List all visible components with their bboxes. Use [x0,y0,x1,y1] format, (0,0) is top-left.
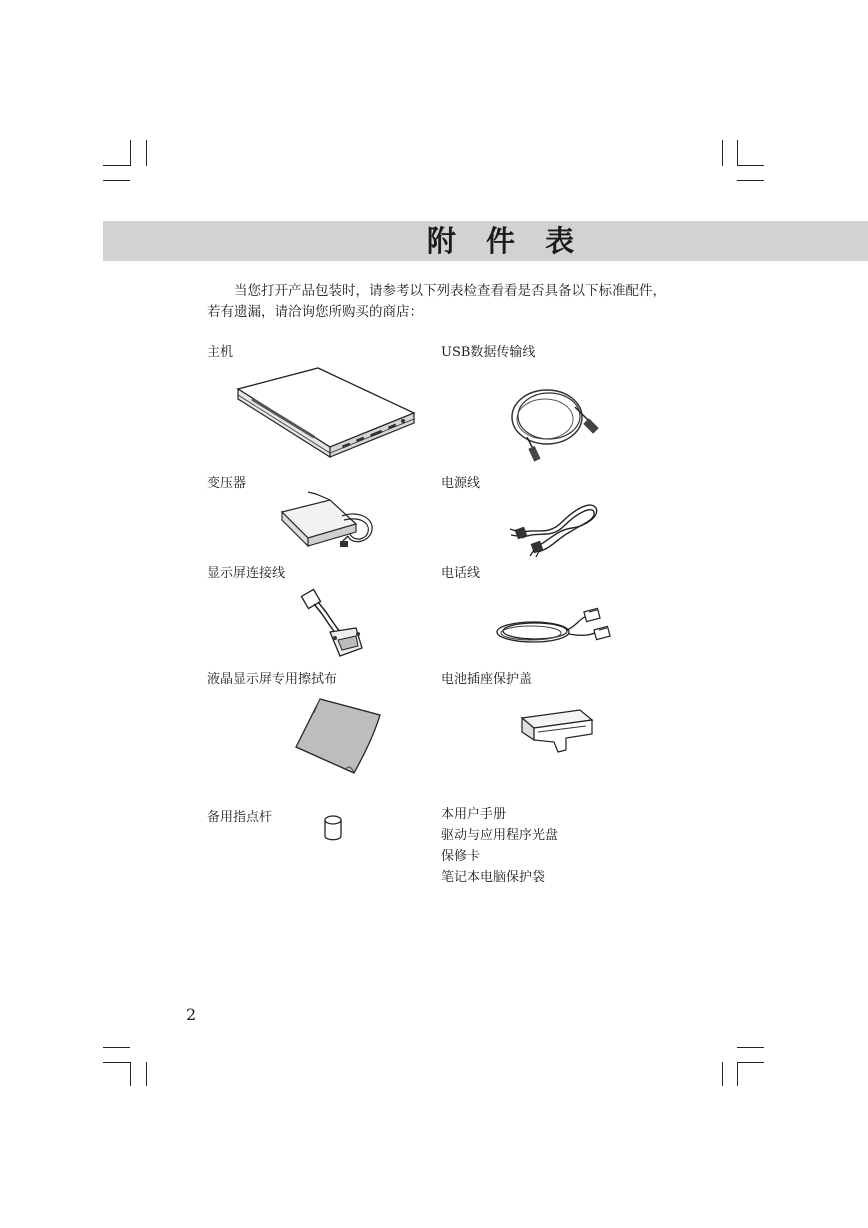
label-display-cable: 显示屏连接线 [207,566,286,581]
label-usb-cable: USB数据传输线 [441,345,536,360]
list-item: 本用户手册 [441,807,507,822]
title-banner [103,221,868,261]
cleaning-cloth-image [292,695,387,775]
page-title: 附 件 表 [426,224,585,258]
label-phone-cable: 电话线 [441,566,481,581]
label-power-cord: 电源线 [441,476,481,491]
intro-paragraph: 当您打开产品包装时，请参考以下列表检查看看是否具备以下标准配件，若有遗漏，请洽询您所购买的商店： [207,283,666,320]
adapter-image [278,490,383,555]
phone-cable-image [493,602,613,652]
list-item: 保修卡 [441,849,481,864]
extra-items-list [441,804,558,888]
usb-cable-image [505,385,605,465]
display-cable-image [300,590,368,665]
label-pointing-stick: 备用指点杆 [207,810,273,825]
label-main-unit: 主机 [207,345,234,360]
page-number: 2 [186,1005,197,1024]
battery-cover-image [518,708,596,754]
power-cord-image [512,498,602,560]
list-item: 驱动与应用程序光盘 [441,828,559,843]
label-adapter: 变压器 [207,476,247,491]
pointing-stick-image [322,812,344,844]
label-cleaning-cloth: 液晶显示屏专用擦拭布 [207,672,338,687]
label-battery-cover: 电池插座保护盖 [441,672,533,687]
list-item: 笔记本电脑保护袋 [441,870,546,885]
laptop-image [230,365,420,475]
